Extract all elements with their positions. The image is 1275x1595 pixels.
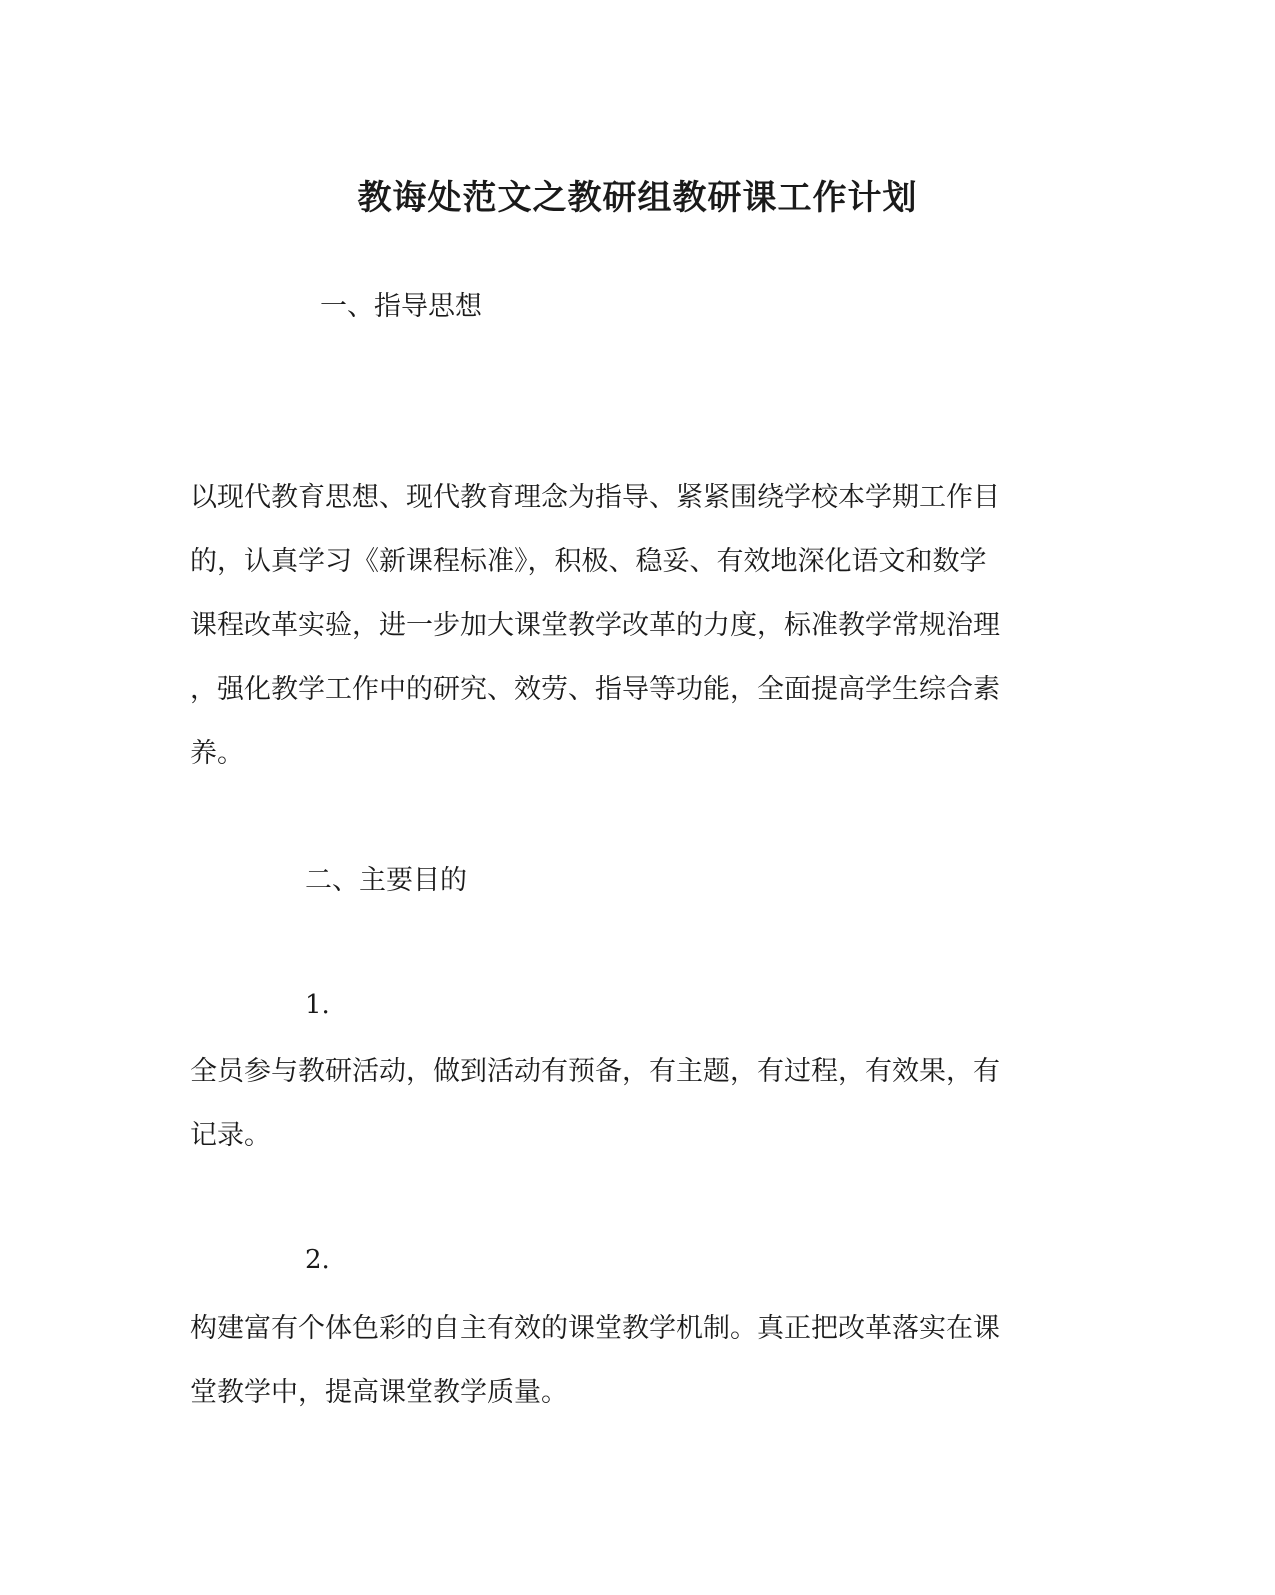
paragraph-line: 全员参与教研活动，做到活动有预备，有主题，有过程，有效果，有 (190, 1056, 1000, 1087)
section-heading-main-goals: 二、主要目的 (305, 865, 467, 896)
paragraph-line: 课程改革实验，进一步加大课堂教学改革的力度，标准教学常规治理 (190, 610, 1000, 641)
paragraph-line: 构建富有个体色彩的自主有效的课堂教学机制。真正把改革落实在课 (190, 1313, 1000, 1344)
paragraph-line: 记录。 (190, 1120, 271, 1151)
paragraph-line: 的，认真学习《新课程标准》，积极、稳妥、有效地深化语文和数学 (190, 546, 987, 577)
paragraph-line: 堂教学中，提高课堂教学质量。 (190, 1377, 568, 1408)
list-item-text (190, 1040, 1050, 1168)
section1-paragraph (190, 466, 1050, 786)
document-title: 教诲处范文之教研组教研课工作计划 (357, 178, 918, 218)
list-item-number: 1. (305, 990, 330, 1020)
list-item-number: 2. (305, 1245, 330, 1275)
paragraph-line: 养。 (190, 738, 244, 769)
section-heading-guiding-thought: 一、指导思想 (320, 291, 482, 322)
paragraph-line: ，强化教学工作中的研究、效劳、指导等功能，全面提高学生综合素 (190, 674, 1000, 705)
paragraph-line: 以现代教育思想、现代教育理念为指导、紧紧围绕学校本学期工作目 (190, 482, 1000, 513)
list-item-text (190, 1297, 1050, 1425)
